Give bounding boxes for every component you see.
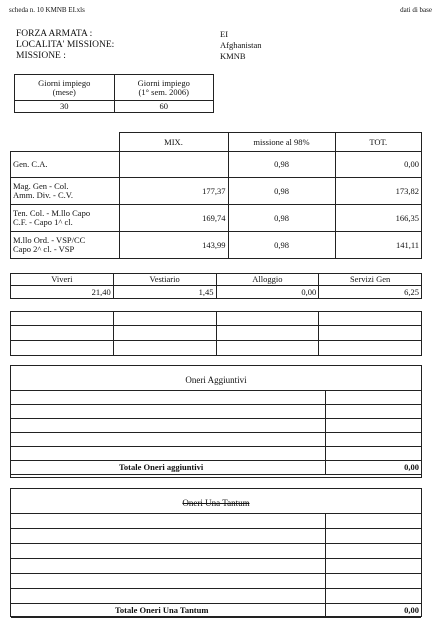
table-row xyxy=(11,232,422,259)
oneri-una-tantum-title: Oneri Una Tantum xyxy=(182,498,250,508)
table-row xyxy=(11,152,422,178)
vestiario-value: 1,45 xyxy=(113,286,216,299)
servizi-header: Servizi Gen xyxy=(319,274,422,286)
label-missione: MISSIONE : xyxy=(16,51,66,61)
oneri-una-tantum-box xyxy=(10,488,422,617)
totale-aggiuntivi-value: 0,00 xyxy=(326,461,422,475)
missione-header: missione al 98% xyxy=(228,133,335,152)
label-forza-armata: FORZA ARMATA : xyxy=(16,29,93,39)
totale-una-tantum-label: Totale Oneri Una Tantum xyxy=(11,604,326,618)
oneri-aggiuntivi-title: Oneri Aggiuntivi xyxy=(185,375,247,385)
row-tot: 141,11 xyxy=(335,232,422,259)
vestiario-header: Vestiario xyxy=(113,274,216,286)
value-forza-armata: EI xyxy=(220,29,229,39)
alloggio-value: 0,00 xyxy=(216,286,319,299)
file-name: scheda n. 10 KMNB EI.xls xyxy=(9,6,85,14)
tot-header: TOT. xyxy=(335,133,422,152)
row-mix: 177,37 xyxy=(119,178,228,205)
totale-aggiuntivi-label: Totale Oneri aggiuntivi xyxy=(11,461,326,475)
alloggio-header: Alloggio xyxy=(216,274,319,286)
giorni-sem-value: 60 xyxy=(114,101,214,113)
servizi-value: 6,25 xyxy=(319,286,422,299)
oneri-aggiuntivi-rows xyxy=(11,390,421,475)
row-label: M.llo Ord. - VSP/CC Capo 2^ cl. - VSP xyxy=(11,232,120,259)
viveri-header: Viveri xyxy=(11,274,114,286)
row-label: Ten. Col. - M.llo Capo C.F. - Capo 1^ cl. xyxy=(11,205,120,232)
totale-una-tantum-value: 0,00 xyxy=(326,604,422,618)
row-label: Mag. Gen - Col. Amm. Div. - C.V. xyxy=(11,178,120,205)
empty-grid xyxy=(10,311,422,356)
row-label: Gen. C.A. xyxy=(11,152,120,178)
row-mix: 143,99 xyxy=(119,232,228,259)
row-mix: 169,74 xyxy=(119,205,228,232)
value-localita: Afghanistan xyxy=(220,40,262,50)
viveri-value: 21,40 xyxy=(11,286,114,299)
row-tot: 173,82 xyxy=(335,178,422,205)
row-tot: 166,35 xyxy=(335,205,422,232)
giorni-mese-value: 30 xyxy=(15,101,115,113)
giorni-mese-header: Giorni impiego (mese) xyxy=(15,75,115,101)
info-labels xyxy=(16,29,114,62)
row-mix xyxy=(119,152,228,178)
giorni-sem-header: Giorni impiego (1° sem. 2006) xyxy=(114,75,214,101)
oneri-aggiuntivi-box xyxy=(10,365,422,478)
info-values xyxy=(220,29,262,62)
sheet-name: dati di base xyxy=(400,6,432,14)
table-row xyxy=(11,205,422,232)
mix-header: MIX. xyxy=(119,133,228,152)
value-missione: KMNB xyxy=(220,51,246,61)
giorni-table xyxy=(14,74,214,113)
table-row xyxy=(11,178,422,205)
row-tot: 0,00 xyxy=(335,152,422,178)
row-missione: 0,98 xyxy=(228,152,335,178)
row-missione: 0,98 xyxy=(228,205,335,232)
row-missione: 0,98 xyxy=(228,232,335,259)
costs-table xyxy=(10,132,422,259)
row-missione: 0,98 xyxy=(228,178,335,205)
services-table xyxy=(10,273,422,299)
oneri-una-tantum-rows xyxy=(11,513,421,618)
label-localita: LOCALITA' MISSIONE: xyxy=(16,40,115,50)
